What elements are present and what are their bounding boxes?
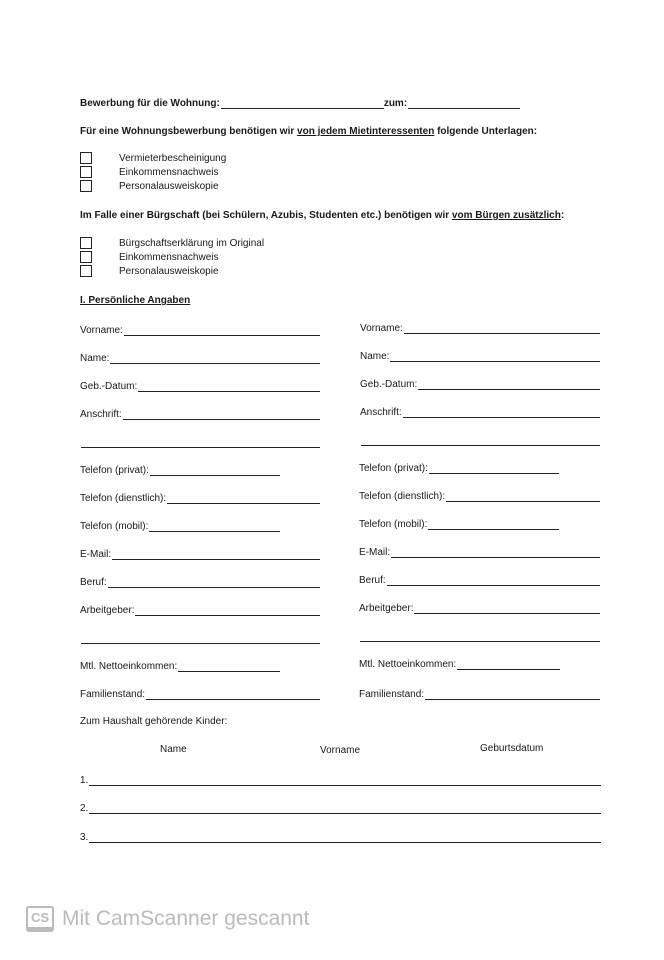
field-label: Telefon (privat): (359, 463, 428, 474)
child-row-1 (80, 773, 601, 786)
checkbox-guarantor-1[interactable] (80, 237, 92, 249)
right-beruf-input[interactable] (387, 575, 600, 586)
right-arbeitgeber-row-2 (359, 629, 600, 642)
field-label: Anschrift: (80, 409, 122, 420)
left-anschrift-input-2[interactable] (81, 437, 320, 448)
field-label: Beruf: (80, 577, 107, 588)
left-familienstand-input[interactable] (146, 689, 320, 700)
left-tel-privat-row (80, 463, 280, 476)
right-anschrift-input-2[interactable] (361, 435, 600, 446)
field-label: Arbeitgeber: (80, 605, 135, 616)
field-label: Geb.-Datum: (80, 381, 138, 392)
left-netto-input[interactable] (178, 661, 280, 672)
right-name-input[interactable] (390, 351, 600, 362)
right-geb-input[interactable] (418, 379, 600, 390)
camscanner-watermark (26, 906, 309, 932)
camscanner-logo-icon: CS (26, 906, 54, 932)
right-tel-privat-input[interactable] (429, 463, 559, 474)
child-row-number: 3. (80, 832, 89, 843)
right-arbeitgeber-input-2[interactable] (360, 631, 600, 642)
children-col-vorname: Vorname (320, 745, 361, 756)
right-familienstand-row (359, 687, 600, 700)
apartment-row (80, 96, 520, 109)
field-label: Anschrift: (360, 407, 402, 418)
checkbox-doc-1[interactable] (80, 152, 92, 164)
field-label: Name: (360, 351, 390, 362)
intro-post: folgende Unterlagen: (434, 126, 538, 137)
guarantor-doc-item: Einkommensnachweis (119, 252, 219, 263)
right-name-row (360, 349, 600, 362)
children-col-name: Name (160, 744, 187, 755)
left-tel-dienst-row (80, 491, 320, 504)
field-label: Familienstand: (359, 689, 425, 700)
doc-item: Vermieterbescheinigung (119, 153, 227, 164)
right-familienstand-input[interactable] (425, 689, 600, 700)
field-label: Beruf: (359, 575, 386, 586)
children-title: Zum Haushalt gehörende Kinder: (80, 716, 228, 727)
watermark-text: Mit CamScanner gescannt (62, 907, 310, 930)
guarantor-intro (80, 210, 564, 221)
field-label: Mtl. Nettoeinkommen: (80, 661, 178, 672)
right-arbeitgeber-input[interactable] (414, 603, 600, 614)
right-anschrift-input[interactable] (403, 407, 600, 418)
checkbox-guarantor-2[interactable] (80, 251, 92, 263)
right-netto-row (359, 657, 560, 670)
left-email-input[interactable] (112, 549, 320, 560)
right-tel-mobil-row (359, 517, 559, 530)
field-label: Vorname: (360, 323, 403, 334)
field-label: Telefon (dienstlich): (80, 493, 167, 504)
child-row-number: 1. (80, 775, 89, 786)
left-geb-input[interactable] (138, 381, 320, 392)
left-anschrift-row-2 (80, 435, 320, 448)
child-row-3 (80, 830, 601, 843)
doc-item: Personalausweiskopie (119, 181, 219, 192)
guarantor-underlined: vom Bürgen zusätzlich (451, 210, 561, 221)
child-input-3[interactable] (89, 832, 601, 843)
child-row-2 (80, 801, 601, 814)
left-email-row (80, 547, 320, 560)
right-tel-dienst-row (359, 489, 600, 502)
left-vorname-row (80, 323, 320, 336)
right-beruf-row (359, 573, 600, 586)
doc-item: Einkommensnachweis (119, 167, 219, 178)
left-name-row (80, 351, 320, 364)
field-label: Vorname: (80, 325, 123, 336)
left-geb-row (80, 379, 320, 392)
guarantor-pre: Im Falle einer Bürgschaft (bei Schülern, Azubis, Studenten etc.) benötigen wir (80, 210, 452, 221)
left-tel-dienst-input[interactable] (167, 493, 320, 504)
field-label: Name: (80, 353, 110, 364)
apartment-label: Bewerbung für die Wohnung: (80, 98, 220, 109)
right-tel-dienst-input[interactable] (446, 491, 600, 502)
left-arbeitgeber-input-2[interactable] (81, 633, 320, 644)
left-anschrift-row (80, 407, 320, 420)
right-vorname-input[interactable] (404, 323, 600, 334)
intro-pre: Für eine Wohnungsbewerbung benötigen wir (80, 126, 298, 137)
right-email-input[interactable] (391, 547, 600, 558)
field-label: Mtl. Nettoeinkommen: (359, 659, 457, 670)
section-title: I. Persönliche Angaben (80, 295, 191, 306)
checkbox-doc-2[interactable] (80, 166, 92, 178)
date-field[interactable] (408, 98, 520, 109)
children-col-geburtsdatum: Geburtsdatum (480, 743, 544, 754)
field-label: Telefon (mobil): (80, 521, 149, 532)
left-anschrift-input[interactable] (123, 409, 320, 420)
left-tel-mobil-row (80, 519, 280, 532)
field-label: E-Mail: (80, 549, 112, 560)
field-label: Familienstand: (80, 689, 146, 700)
left-name-input[interactable] (110, 353, 320, 364)
left-vorname-input[interactable] (124, 325, 320, 336)
field-label: Telefon (dienstlich): (359, 491, 446, 502)
right-vorname-row (360, 321, 600, 334)
guarantor-post: : (560, 210, 565, 221)
left-tel-privat-input[interactable] (150, 465, 280, 476)
right-geb-row (360, 377, 600, 390)
right-email-row (359, 545, 600, 558)
left-arbeitgeber-input[interactable] (135, 605, 320, 616)
field-label: Geb.-Datum: (360, 379, 418, 390)
field-label: Telefon (mobil): (359, 519, 428, 530)
child-input-2[interactable] (89, 803, 601, 814)
left-familienstand-row (80, 687, 320, 700)
guarantor-doc-item: Bürgschaftserklärung im Original (119, 238, 265, 249)
right-anschrift-row (360, 405, 600, 418)
child-input-1[interactable] (89, 775, 601, 786)
child-row-number: 2. (80, 803, 89, 814)
field-label: Telefon (privat): (80, 465, 149, 476)
checkbox-doc-3[interactable] (80, 180, 92, 192)
left-arbeitgeber-row (80, 603, 320, 616)
field-label: Arbeitgeber: (359, 603, 414, 614)
left-beruf-row (80, 575, 320, 588)
left-netto-row (80, 659, 280, 672)
left-tel-mobil-input[interactable] (149, 521, 280, 532)
guarantor-doc-item: Personalausweiskopie (119, 266, 219, 277)
checkbox-guarantor-3[interactable] (80, 265, 92, 277)
left-beruf-input[interactable] (108, 577, 320, 588)
right-arbeitgeber-row (359, 601, 600, 614)
right-tel-mobil-input[interactable] (428, 519, 559, 530)
right-netto-input[interactable] (457, 659, 560, 670)
date-label: zum: (383, 98, 408, 109)
intro-underlined: von jedem Mietinteressenten (297, 126, 435, 137)
right-tel-privat-row (359, 461, 559, 474)
left-arbeitgeber-row-2 (80, 631, 320, 644)
intro-text (80, 126, 537, 137)
apartment-field[interactable] (221, 98, 384, 109)
field-label: E-Mail: (359, 547, 391, 558)
right-anschrift-row-2 (360, 433, 600, 446)
